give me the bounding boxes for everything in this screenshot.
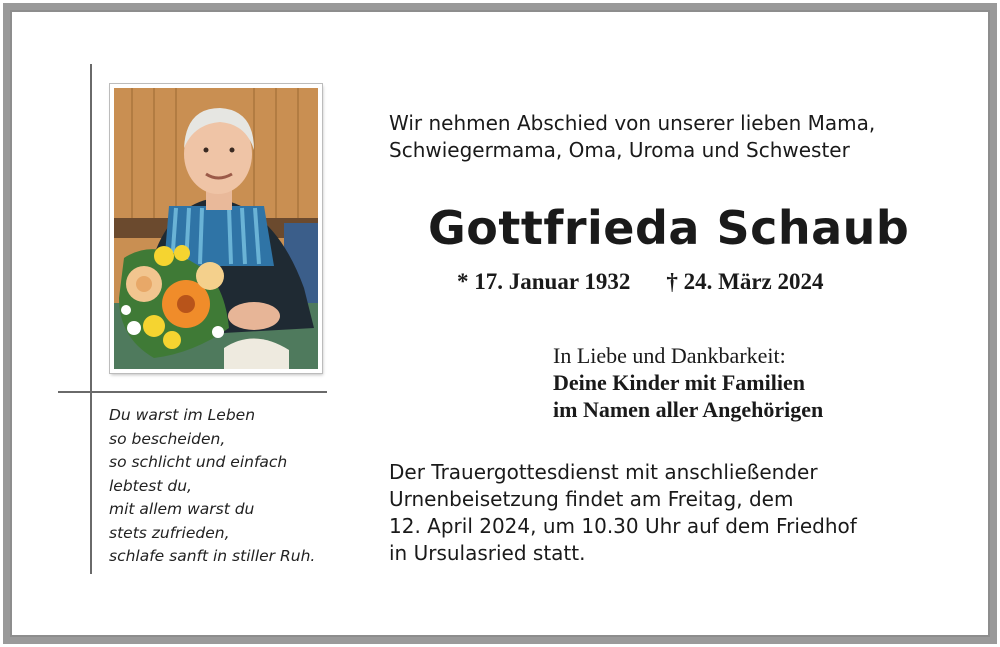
poem-line: lebtest du, [109, 476, 192, 495]
service-line: in Ursulasried statt. [389, 541, 586, 565]
cross-vertical-beam [90, 64, 92, 574]
farewell-intro [389, 110, 949, 164]
poem-line: stets zufrieden, [109, 523, 230, 542]
poem-line: Du warst im Leben [109, 406, 256, 424]
service-line: Urnenbeisetzung findet am Freitag, dem [389, 487, 794, 511]
portrait-illustration [114, 88, 318, 369]
poem-line: mit allem warst du [109, 500, 255, 518]
signature-family: Deine Kinder mit Familien [553, 370, 805, 395]
birth-date: * 17. Januar 1932 [457, 269, 631, 294]
cross-horizontal-beam [58, 391, 327, 393]
life-dates [457, 267, 917, 297]
death-date: † 24. März 2024 [666, 269, 824, 294]
intro-line: Wir nehmen Abschied von unserer lieben Mama, [389, 111, 876, 135]
poem-line: so bescheiden, [109, 429, 226, 448]
poem-line: so schlicht und einfach [109, 453, 288, 471]
service-line: Der Trauergottesdienst mit anschließender [389, 460, 818, 484]
signature-relatives: im Namen aller Angehörigen [553, 397, 824, 422]
deceased-name: Gottfrieda Schaub [428, 201, 910, 255]
memorial-poem [109, 404, 339, 569]
intro-line: Schwiegermama, Oma, Uroma und Schwester [389, 138, 850, 162]
portrait-photo [110, 84, 322, 373]
mourners-signature [553, 342, 973, 423]
service-line: 12. April 2024, um 10.30 Uhr auf dem Friedhof [389, 514, 857, 538]
signature-intro: In Liebe und Dankbarkeit: [553, 343, 786, 368]
poem-line: schlafe sanft in stiller Ruh. [109, 547, 316, 565]
funeral-service-info [389, 459, 949, 567]
